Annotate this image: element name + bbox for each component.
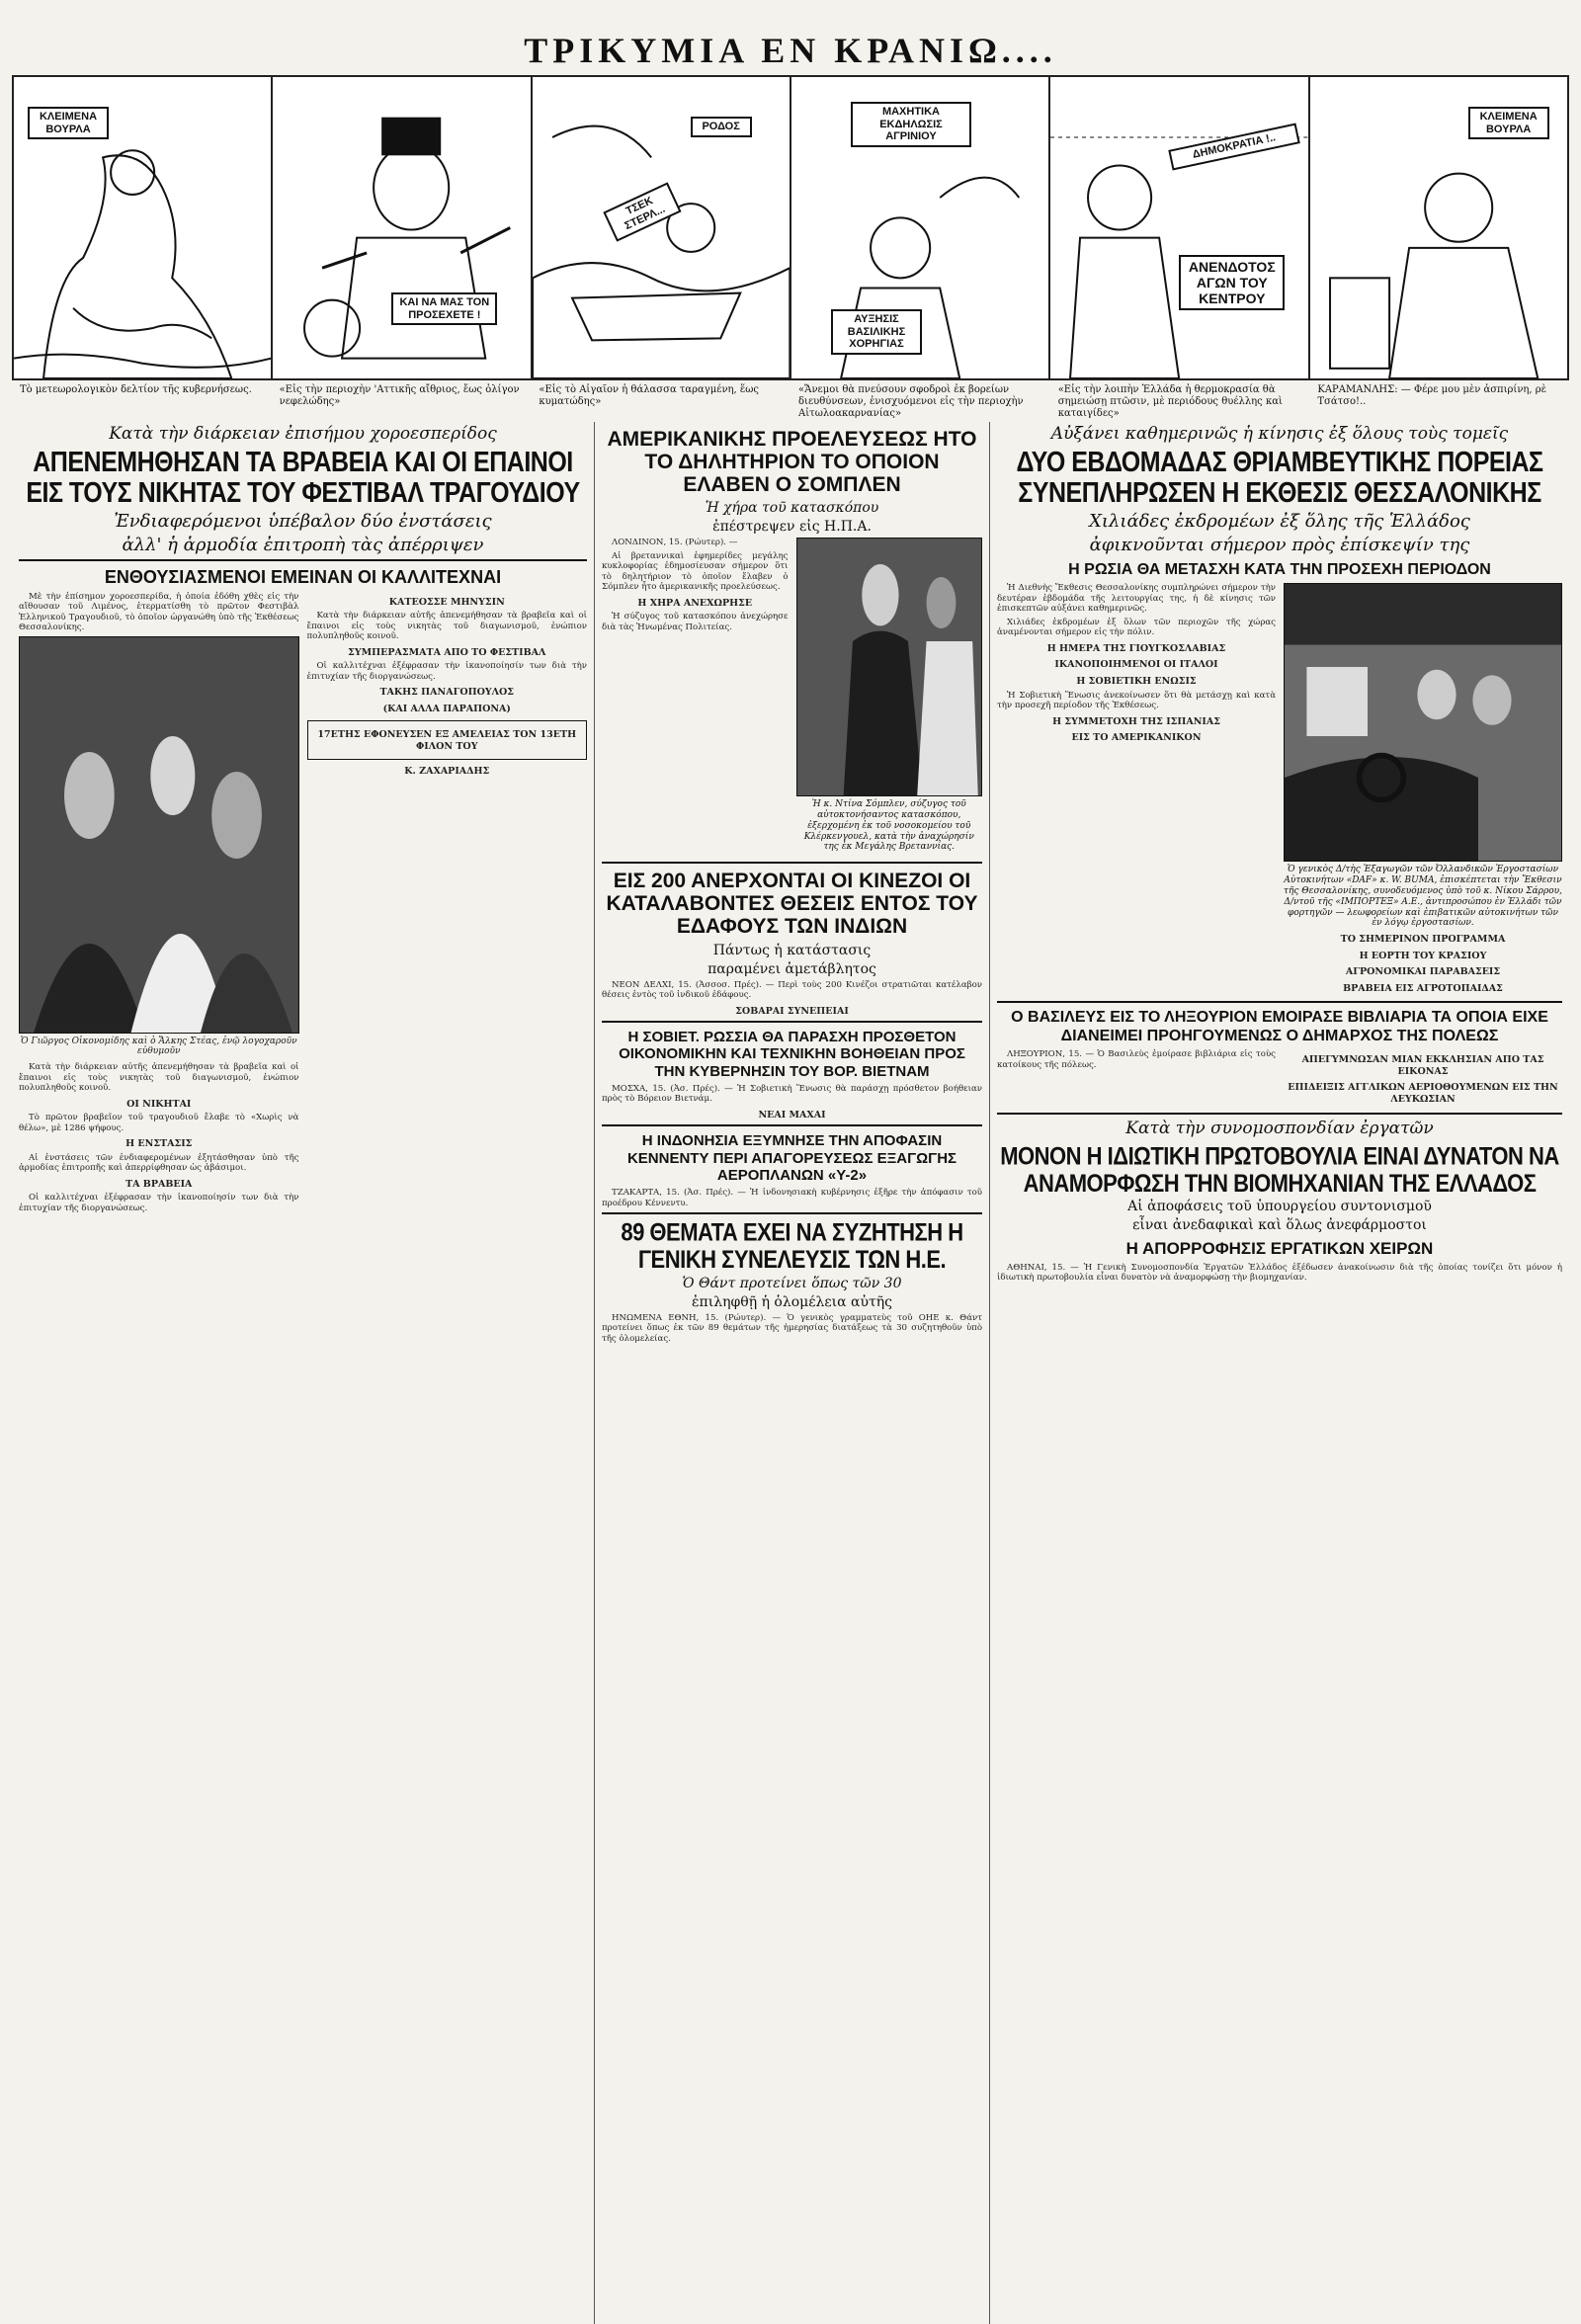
labor-kicker: Κατὰ τὴν συνομοσπονδίαν ἐργατῶν <box>1125 1118 1434 1138</box>
cartoon-sign-p4b: ΑΥΞΗΣΙΣ ΒΑΣΙΛΙΚΗΣ ΧΟΡΗΓΙΑΣ <box>831 309 922 355</box>
india-section-serious: ΣΟΒΑΡΑΙ ΣΥΝΕΠΕΙΑΙ <box>735 1005 849 1017</box>
cartoon-captions <box>12 382 1569 418</box>
cartoon-panel-1 <box>14 77 273 378</box>
festival-paragraph: Αἱ ἐνστάσεις τῶν ἐνδιαφερομένων ἐξητάσθησαν ὑπὸ τῆς ἁρμοδίας ἐπιτροπῆς καὶ ἀπερρίφθησαν ὡς ἀβάσιμοι. <box>19 1152 299 1174</box>
cartoon-sign-p6: ΚΛΕΙΜΕΝΑ ΒΟΥΡΛΑ <box>1468 107 1549 139</box>
expo-subhead: Η ΡΩΣΙΑ ΘΑ ΜΕΤΑΣΧΗ ΚΑΤΑ ΤΗΝ ΠΡΟΣΕΧΗ ΠΕΡΙΟΔΟΝ <box>1068 561 1491 578</box>
brief-church: ΑΠΕΓΥΜΝΩΣΑΝ ΜΙΑΝ ΕΚΚΛΗΣΙΑΝ ΑΠΟ ΤΑΣ ΕΙΚΟΝΑΣ <box>1301 1054 1544 1077</box>
un-deck-2: ἐπιληφθῇ ἡ ὁλομέλεια αὐτῆς <box>692 1293 892 1310</box>
festival-section-winners: ΟΙ ΝΙΚΗΤΑΙ <box>126 1098 192 1110</box>
cartoon-sign-p2: ΚΑΙ ΝΑ ΜΑΣ ΤΟΝ ΠΡΟΣΕΧΕΤΕ ! <box>391 292 497 325</box>
soblen-dateline: ΛΟΝΔΙΝΟΝ, 15. (Ρώυτερ). — <box>612 538 738 548</box>
vietnam-headline: Η ΣΟΒΙΕΤ. ΡΩΣΣΙΑ ΘΑ ΠΑΡΑΣΧΗ ΠΡΟΣΘΕΤΟΝ ΟΙΚΟΝΟΜΙΚΗΝ ΚΑΙ ΤΕΧΝΙΚΗΝ ΒΟΗΘΕΙΑΝ ΠΡΟΣ ΤΗΝ ΚΥΒΕΡΝΗΣΙΝ ΤΟΥ ΒΟΡ. ΒΙΕΤΝΑΜ <box>619 1029 965 1080</box>
vietnam-paragraph: ΜΟΣΧΑ, 15. (Ἀσ. Πρές). — Ἡ Σοβιετικὴ Ἕνωσις θὰ παράσχῃ πρόσθετον βοήθειαν πρὸς τὸ Βόρειον Βιετνάμ. <box>602 1083 982 1105</box>
expo-section-awards: ΒΡΑΒΕΙΑ ΕΙΣ ΑΓΡΟΤΟΠΑΙΔΑΣ <box>1343 982 1503 994</box>
brief-aircraft: ΕΠΙΔΕΙΞΙΣ ΑΓΓΛΙΚΩΝ ΑΕΡΙΟΘΟΥΜΕΝΩΝ ΕΙΣ ΤΗΝ ΛΕΥΚΩΣΙΑΝ <box>1288 1082 1558 1105</box>
festival-box-lawsuit: ΚΑΤΕΟΣΣΕ ΜΗΝΥΣΙΝ <box>388 596 505 608</box>
india-headline: ΕΙΣ 200 ΑΝΕΡΧΟΝΤΑΙ ΟΙ ΚΙΝΕΖΟΙ ΟΙ ΚΑΤΑΛΑΒΟΝΤΕΣ ΘΕΣΕΙΣ ΕΝΤΟΣ ΤΟΥ ΕΔΑΦΟΥΣ ΤΩΝ ΙΝΔΙΩΝ <box>606 870 978 939</box>
festival-byline: ΤΑΚΗΣ ΠΑΝΑΓΟΠΟΥΛΟΣ <box>379 687 514 699</box>
festival-body <box>19 592 587 1217</box>
cartoon-caption-2: «Εἰς τὴν περιοχὴν 'Αττικῆς αἴθριος, ἔως ὀλίγον νεφελώδης» <box>279 384 520 407</box>
indonesia-paragraph: ΤΖΑΚΑΡΤΑ, 15. (Ἀσ. Πρές). — Ἡ ἰνδονησιακὴ κυβέρνησις ἐξῆρε τὴν ἀπόφασιν τοῦ προέδρου Κέννεντυ. <box>602 1188 982 1208</box>
soblen-photo-caption: Ἡ κ. Ντίνα Σόμπλεν, σύζυγος τοῦ αὐτοκτονήσαντος κατασκόπου, ἐξερχομένη ἐκ τοῦ νοσοκομείου τοῦ Κλέρκενγουελ, κατὰ τὴν ἀναχώρησίν της ἐκ Μεγάλης Βρεταννίας. <box>803 799 974 853</box>
expo-deck-1: Χιλιάδες ἐκδρομέων ἐξ ὅλης τῆς Ἑλλάδος <box>1089 511 1470 532</box>
article-columns <box>12 422 1569 2324</box>
festival-section-prizes: ΤΑ ΒΡΑΒΕΙΑ <box>125 1178 193 1190</box>
cartoon-sign-p4a: ΜΑΧΗΤΙΚΑ ΕΚΔΗΛΩΣΙΣ ΑΓΡΙΝΙΟΥ <box>851 102 971 147</box>
cartoon-panel-6 <box>1310 77 1567 378</box>
expo-section-soviet: Η ΣΟΒΙΕΤΙΚΗ ΕΝΩΣΙΣ <box>1076 675 1197 687</box>
festival-byline-2: Κ. ΖΑΧΑΡΙΑΔΗΣ <box>404 765 490 777</box>
cartoon-caption-6: ΚΑΡΑΜΑΝΛΗΣ: — Φέρε μου μὲν ἀσπιρίνη, ρὲ Τσάτσο!.. <box>1317 384 1547 407</box>
soblen-deck-2: ἐπέστρεψεν εἰς Η.Π.Α. <box>712 519 872 536</box>
soblen-photo <box>796 538 983 796</box>
festival-box-accident: 17ΕΤΗΣ ΕΦΟΝΕΥΣΕΝ ΕΞ ΑΜΕΛΕΙΑΣ ΤΟΝ 13ΕΤΗ ΦΙΛΟΝ ΤΟΥ <box>317 729 577 752</box>
cartoon-caption-3: «Εἰς τὸ Αἰγαῖον ἡ θάλασσα ταραγμένη, ἕως κυματώδης» <box>539 384 760 407</box>
cartoon-sign-p5a: ΔΗΜΟΚΡΑΤΙΑ !.. <box>1169 124 1300 171</box>
expo-paragraph: Χιλιάδες ἐκδρομέων ἐξ ὅλων τῶν περιοχῶν τῆς χώρας ἀναμένονται σήμερον εἰς τὴν πόλιν. <box>997 617 1276 638</box>
festival-photo <box>19 636 299 1034</box>
soblen-paragraph: Ἡ σύζυγος τοῦ κατασκόπου ἀνεχώρησε διὰ τὰς Ἡνωμένας Πολιτείας. <box>602 612 789 632</box>
soblen-paragraph: Αἱ βρεταννικαὶ ἐφημερίδες μεγάλης κυκλοφορίας ἐδημοσίευσαν σήμερον ὅτι τὸ δηλητήριον τὸ ὁποῖον ἔλαβεν ὁ Σόμπλεν ἦτο ἀμερικανικῆς προελεύσεως. <box>602 550 789 593</box>
labor-paragraph: ΑΘΗΝΑΙ, 15. — Ἡ Γενικὴ Συνομοσπονδία Ἐργατῶν Ἑλλάδος ἐξέδωσεν ἀνακοίνωσιν διὰ τῆς ὁποίας τονίζει ὅτι μόνον ἡ ἰδιωτικὴ πρωτοβουλία εἶναι δυνατὸν νὰ ἀναμορφώσῃ τὴν βιομηχανίαν. <box>997 1262 1562 1284</box>
festival-paragraph: Κατὰ τὴν διάρκειαν αὐτῆς ἀπενεμήθησαν τὰ βραβεῖα καὶ οἱ ἔπαινοι εἰς τοὺς νικητὰς τοῦ διαγωνισμοῦ, ἐνώπιον πολυπληθοῦς κοινοῦ. <box>19 1062 299 1094</box>
cartoon-panel-5 <box>1050 77 1309 378</box>
expo-paragraph: Ἡ Διεθνὴς Ἔκθεσις Θεσσαλονίκης συμπληρώνει σήμερον τὴν δευτέραν ἑβδομάδα τῆς λειτουργίας της, ἡ δὲ κίνησις τῶν ἐπισκεπτῶν αὐξάνει καθημερινῶς. <box>997 583 1276 615</box>
festival-box-complaints: (ΚΑΙ ΑΛΛΑ ΠΑΡΑΠΟΝΑ) <box>382 703 511 714</box>
festival-paragraph: Κατὰ τὴν διάρκειαν αὐτῆς ἀπενεμήθησαν τὰ βραβεῖα καὶ οἱ ἔπαινοι εἰς τοὺς νικητὰς τοῦ διαγωνισμοῦ, ἐνώπιον πολυπληθοῦς κοινοῦ. <box>306 611 587 642</box>
festival-subhead: ΕΝΘΟΥΣΙΑΣΜΕΝΟΙ ΕΜΕΙΝΑΝ ΟΙ ΚΑΛΛΙΤΕΧΝΑΙ <box>104 567 502 587</box>
labor-subhead: Η ΑΠΟΡΡΟΦΗΣΙΣ ΕΡΓΑΤΙΚΩΝ ΧΕΙΡΩΝ <box>1125 1239 1434 1259</box>
festival-box-conclusions: ΣΥΜΠΕΡΑΣΜΑΤΑ ΑΠΟ ΤΟ ΦΕΣΤΙΒΑΛ <box>348 646 546 658</box>
king-paragraph: ΛΗΞΟΥΡΙΟΝ, 15. — Ὁ Βασιλεὺς ἐμοίρασε βιβλιάρια εἰς τοὺς κατοίκους τῆς πόλεως. <box>997 1049 1276 1070</box>
expo-section-usa: ΕΙΣ ΤΟ ΑΜΕΡΙΚΑΝΙΚΟΝ <box>1071 732 1202 744</box>
expo-deck-2: ἀφικνοῦνται σήμερον πρὸς ἐπίσκεψίν της <box>1089 535 1470 555</box>
expo-kicker: Αὐξάνει καθημερινῶς ἡ κίνησις ἐξ ὅλους τοὺς τομεῖς <box>1050 424 1509 444</box>
un-deck-1: Ὁ Θάντ προτείνει ὅπως τῶν 30 <box>682 1275 902 1291</box>
expo-photo-caption: Ὁ γενικὸς Δ/τὴς Ἐξαγωγῶν τῶν Ὀλλανδικῶν Ἐργοστασίων Αὐτοκινήτων «DAF» κ. W. BUMA, ἐπισκέπτεται τὴν Ἔκθεσιν τῆς Θεσσαλονίκης, συνοδευόμενος ὑπὸ τοῦ κ. Νίκου Σάρρου, Δ/ντοῦ τῆς «ΙΜΠΟΡΤΕΞ» Α.Ε., ἀντιπροσώπου ἐν Ἑλλάδι τῶν φορτηγῶν — λεωφορείων καὶ ἐπιβατικῶν αὐτοκινήτων τῶν ἐν λόγῳ ἐργοστασίων. <box>1284 865 1562 929</box>
cartoon-caption-4: «Ἄνεμοι θὰ πνεύσουν σφοδροὶ ἐκ βορείων διευθύνσεων, ἐνισχυόμενοι εἰς τὴν περιοχὴν Αἰτωλοακαρνανίας» <box>798 384 1024 419</box>
indonesia-headline: Η ΙΝΔΟΝΗΣΙΑ ΕΞΥΜΝΗΣΕ ΤΗΝ ΑΠΟΦΑΣΙΝ ΚΕΝΝΕΝΤΥ ΠΕΡΙ ΑΠΑΓΟΡΕΥΣΕΩΣ ΕΞΑΓΩΓΗΣ ΑΕΡΟΠΛΑΝΩΝ «Υ-2» <box>626 1132 957 1184</box>
expo-paragraph: Ἡ Σοβιετικὴ Ἕνωσις ἀνεκοίνωσεν ὅτι θὰ μετάσχῃ καὶ κατὰ τὴν προσεχῆ περίοδον τῆς Ἐκθέσεως. <box>997 690 1276 711</box>
vietnam-section-battles: ΝΕΑΙ ΜΑΧΑΙ <box>758 1109 826 1120</box>
expo-headline: ΔΥΟ ΕΒΔΟΜΑΔΑΣ ΘΡΙΑΜΒΕΥΤΙΚΗΣ ΠΟΡΕΙΑΣ ΣΥΝΕΠΛΗΡΩΣΕΝ Η ΕΚΘΕΣΙΣ ΘΕΣΣΑΛΟΝΙΚΗΣ <box>1016 446 1543 510</box>
festival-paragraph: Τὸ πρῶτον βραβεῖον τοῦ τραγουδιοῦ ἔλαβε τὸ «Χωρὶς νὰ θέλω», μὲ 1286 ψήφους. <box>19 1113 299 1133</box>
cartoon-caption-5: «Εἰς τὴν λοιπὴν Ἑλλάδα ἡ θερμοκρασία θὰ σημειώσῃ πτῶσιν, μὲ περιόδους θυέλλης καὶ καταιγίδες» <box>1057 384 1283 419</box>
un-headline: 89 ΘΕΜΑΤΑ ΕΧΕΙ ΝΑ ΣΥΖΗΤΗΣΗ Η ΓΕΝΙΚΗ ΣΥΝΕΛΕΥΣΙΣ ΤΩΝ Η.Ε. <box>621 1217 963 1274</box>
india-deck-1: Πάντως ἡ κατάστασις <box>712 942 872 958</box>
india-paragraph: ΝΕΟΝ ΔΕΛΧΙ, 15. (Ἀσσοσ. Πρές). — Περὶ τοὺς 200 Κινέζοι στρατιῶται κατέλαβον θέσεις ἐντὸς τοῦ ἰνδικοῦ ἐδάφους. <box>602 979 982 1001</box>
cartoon-panel-4 <box>791 77 1050 378</box>
labor-deck-2: εἶναι ἀνεδαφικαὶ καὶ ὅλως ἀνεφάρμοστοι <box>1132 1217 1427 1234</box>
cartoon-caption-1: Τὸ μετεωρολογικὸν δελτίον τῆς κυβερνήσεως. <box>20 384 252 395</box>
soblen-headline: ΑΜΕΡΙΚΑΝΙΚΗΣ ΠΡΟΕΛΕΥΣΕΩΣ ΗΤΟ ΤΟ ΔΗΛΗΤΗΡΙΟΝ ΤΟ ΟΠΟΙΟΝ ΕΛΑΒΕΝ Ο ΣΟΜΠΛΕΝ <box>607 428 977 497</box>
cartoon-sign-p1: ΚΛΕΙΜΕΝΑ ΒΟΥΡΛΑ <box>28 107 109 139</box>
festival-paragraph: Οἱ καλλιτέχναι ἐξέφρασαν τὴν ἱκανοποίησίν των διὰ τὴν ἐπιτυχίαν τῆς διοργανώσεως. <box>306 661 587 682</box>
festival-deck-1: Ἐνδιαφερόμενοι ὑπέβαλον δύο ἐνστάσεις <box>114 511 492 532</box>
soblen-section-widow: Η ΧΗΡΑ ΑΝΕΧΩΡΗΣΕ <box>637 597 753 609</box>
festival-paragraph: Οἱ καλλιτέχναι ἐξέφρασαν τὴν ἱκανοποίησίν των διὰ τὴν ἐπιτυχίαν τῆς διοργανώσεως. <box>19 1193 299 1213</box>
expo-section-farm: ΑΓΡΟΝΟΜΙΚΑΙ ΠΑΡΑΒΑΣΕΙΣ <box>1345 966 1501 978</box>
cartoon-panel-2 <box>273 77 532 378</box>
festival-section-objections: Η ΕΝΣΤΑΣΙΣ <box>125 1138 193 1150</box>
column-festival <box>12 422 595 2324</box>
expo-section-yugoslavia: Η ΗΜΕΡΑ ΤΗΣ ΓΙΟΥΓΚΟΣΛΑΒΙΑΣ <box>1046 642 1226 654</box>
expo-section-spain: Η ΣΥΜΜΕΤΟΧΗ ΤΗΣ ΙΣΠΑΝΙΑΣ <box>1052 715 1220 727</box>
cartoon-sign-p3a: ΡΟΔΟΣ <box>691 117 752 137</box>
festival-deck-2: ἀλλ' ἡ ἁρμοδία ἐπιτροπὴ τὰς ἀπέρριψεν <box>122 535 484 555</box>
editorial-cartoon <box>12 75 1569 380</box>
column-expo <box>990 422 1569 2324</box>
expo-section-italy: ΙΚΑΝΟΠΟΙΗΜΕΝΟΙ ΟΙ ΙΤΑΛΟΙ <box>1054 659 1218 671</box>
cartoon-sign-p3b: ΤΣΕΚ ΣΤΕΡΛ... <box>603 182 681 242</box>
expo-section-wine: Η ΕΟΡΤΗ ΤΟΥ ΚΡΑΣΙΟΥ <box>1359 950 1487 961</box>
soblen-deck-1: Ἡ χήρα τοῦ κατασκόπου <box>705 500 879 517</box>
column-world-news <box>595 422 990 2324</box>
festival-paragraph: Μὲ τὴν ἐπίσημον χοροεσπερίδα, ἡ ὁποία ἐδόθη χθὲς εἰς τὴν αἴθουσαν τοῦ Λιμένος, ἐτερματίσθη τὸ πρῶτον Φεστιβὰλ Ἑλληνικοῦ Τραγουδιοῦ, τὸ ὁποῖον ὠργανώθη ὑπὸ τῆς Ἐκθέσεως Θεσσαλονίκης. <box>19 591 299 633</box>
expo-section-program: ΤΟ ΣΗΜΕΡΙΝΟΝ ΠΡΟΓΡΑΜΜΑ <box>1340 934 1506 946</box>
festival-photo-caption: Ὁ Γιῶργος Οἰκονομίδης καὶ ὁ Ἄλκης Στέας, ἐνῷ λογοχαροῦν εὐθυμοῦν <box>20 1036 297 1057</box>
labor-headline: ΜΟΝΟΝ Η ΙΔΙΩΤΙΚΗ ΠΡΩΤΟΒΟΥΛΙΑ ΕΙΝΑΙ ΔΥΝΑΤΟΝ ΝΑ ΑΝΑΜΟΡΦΩΣΗ ΤΗΝ ΒΙΟΜΗΧΑΝΙΑΝ ΤΗΣ ΕΛΛΑΔΟΣ <box>1000 1140 1559 1197</box>
festival-kicker: Κατὰ τὴν διάρκειαν ἐπισήμου χοροεσπερίδος <box>109 424 497 444</box>
king-headline: Ο ΒΑΣΙΛΕΥΣ ΕΙΣ ΤΟ ΛΗΞΟΥΡΙΟΝ ΕΜΟΙΡΑΣΕ ΒΙΒΛΙΑΡΙΑ ΤΑ ΟΠΟΙΑ ΕΙΧΕ ΔΙΑΝΕΙΜΕΙ ΠΡΟΗΓΟΥΜΕΝΩΣ Ο ΔΗΜΑΡΧΟΣ ΤΗΣ ΠΟΛΕΩΣ <box>1011 1009 1548 1044</box>
india-deck-2: παραμένει ἀμετάβλητος <box>707 960 876 977</box>
festival-headline: ΑΠΕΝΕΜΗΘΗΣΑΝ ΤΑ ΒΡΑΒΕΙΑ ΚΑΙ ΟΙ ΕΠΑΙΝΟΙ ΕΙΣ ΤΟΥΣ ΝΙΚΗΤΑΣ ΤΟΥ ΦΕΣΤΙΒΑΛ ΤΡΑΓΟΥΔΙΟΥ <box>26 446 580 510</box>
cartoon-sign-p5b: ΑΝΕΝΔΟΤΟΣ ΑΓΩΝ ΤΟΥ ΚΕΝΤΡΟΥ <box>1179 255 1285 310</box>
cartoon-title: ΤΡΙΚΥΜΙΑ ΕΝ ΚΡΑΝΙΩ.... <box>524 31 1057 70</box>
expo-photo <box>1284 583 1562 862</box>
cartoon-panel-3 <box>533 77 791 378</box>
un-paragraph: ΗΝΩΜΕΝΑ ΕΘΝΗ, 15. (Ρώυτερ). — Ὁ γενικὸς γραμματεὺς τοῦ ΟΗΕ κ. Θάντ προτείνει ὅπως ἐκ τῶν 89 θεμάτων τῆς ἡμερησίας διατάξεως τὰ 30 συζητηθοῦν ὑπὸ τῆς ὁλομελείας. <box>602 1312 982 1344</box>
labor-deck-1: Αἱ ἀποφάσεις τοῦ ὑπουργείου συντονισμοῦ <box>1127 1199 1432 1215</box>
